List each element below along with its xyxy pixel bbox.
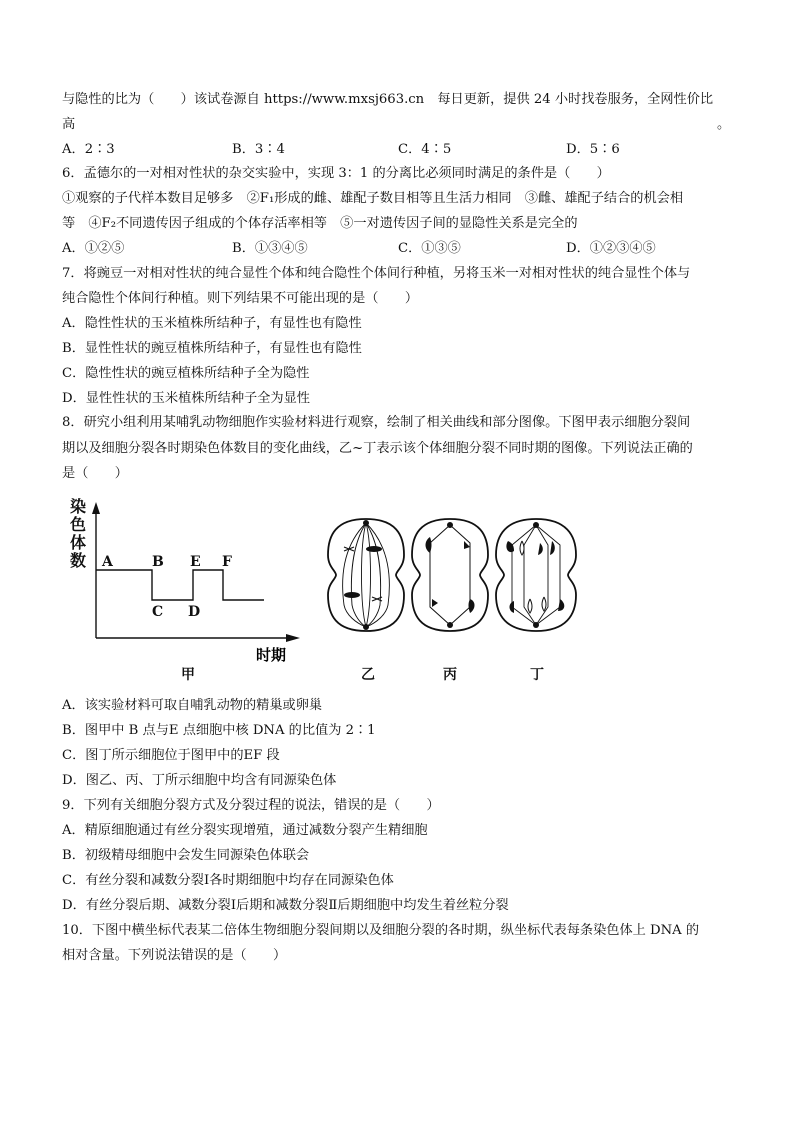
q9-option-d: D．有丝分裂后期、减数分裂Ⅰ后期和减数分裂Ⅱ后期细胞中均发生着丝粒分裂 [62,898,509,913]
q9-stem: 9．下列有关细胞分裂方式及分裂过程的说法，错误的是（ ） [62,798,440,813]
q7-option-d: D．显性性状的玉米植株所结种子全为显性 [62,391,310,406]
q6-condition-line1: ①观察的子代样本数目足够多 ②F₁形成的雌、雄配子数目相等且生活力相同 ③雌、雄配子结合的机会相 [62,191,684,206]
cell-ding-drawing [494,515,578,635]
q9-option-c: C．有丝分裂和减数分裂Ⅰ各时期细胞中均存在同源染色体 [62,873,394,888]
q6-option-c: C．①③⑤ [398,241,461,256]
point-a-label: A [102,554,113,570]
cell-bing-drawing [410,515,490,635]
q9-option-a: A．精原细胞通过有丝分裂实现增殖，通过减数分裂产生精细胞 [62,823,428,838]
q6-condition-line2: 等 ④F₂不同遗传因子组成的个体存活率相等 ⑤一对遗传因子间的显隐性关系是完全的 [62,216,578,231]
q7-option-a: A．隐性性状的玉米植株所结种子，有显性也有隐性 [62,316,362,331]
q8-option-d: D．图乙、丙、丁所示细胞中均含有同源染色体 [62,773,337,788]
caption-yi: 乙 [361,667,375,683]
q9-option-b: B．初级精母细胞中会发生同源染色体联会 [62,848,310,863]
ylabel-char-4: 数 [70,551,87,570]
q6-option-a: A．①②⑤ [62,241,125,256]
q5-stem-end: 。 [717,117,731,132]
ylabel-char-3: 体 [70,533,87,552]
q6-option-d: D．①②③④⑤ [566,241,656,256]
q7-stem-line1: 7．将豌豆一对相对性状的纯合显性个体和纯合隐性个体间行种植，另将玉米一对相对性状的纯合显性个体与 [62,266,691,281]
x-axis-label: 时期 [256,646,287,664]
q5-option-c: C．4∶5 [398,142,452,157]
q10-stem-line1: 10．下图中横坐标代表某二倍体生物细胞分裂间期以及细胞分裂的各时期，纵坐标代表每条染色体上 DNA 的 [62,923,700,938]
caption-ding: 丁 [530,667,544,683]
q5-option-d: D．5∶6 [566,142,620,157]
caption-bing: 丙 [443,667,457,683]
q10-stem-line2: 相对含量。下列说法错误的是（ ） [62,948,287,963]
point-e-label: E [190,554,201,570]
q8-stem-line1: 8．研究小组利用某哺乳动物细胞作实验材料进行观察，绘制了相关曲线和部分图像。下图甲表示细胞分裂间 [62,415,691,430]
q8-stem-line2: 期以及细胞分裂各时期染色体数目的变化曲线，乙~丁表示该个体细胞分裂不同时期的图像。下列说法正确的 [62,441,693,456]
q7-option-c: C．隐性性状的豌豆植株所结种子全为隐性 [62,366,310,381]
q5-stem-line1: 与隐性的比为（ ）该试卷源自 https://www.mxsj663.cn 每日更新，提供 24 小时找卷服务，全网性价比 [62,92,714,107]
point-f-label: F [222,554,232,570]
q8-option-b: B．图甲中 B 点与E 点细胞中核 DNA 的比值为 2∶1 [62,723,376,738]
chromosome-curve [96,570,264,600]
caption-jia: 甲 [181,667,195,683]
q8-option-a: A．该实验材料可取自哺乳动物的精巢或卵巢 [62,698,323,713]
cell-yi-drawing [326,515,406,635]
q5-stem-line2: 高 [62,117,76,132]
q8-stem-line3: 是（ ） [62,466,128,481]
ylabel-char-1: 染 [70,497,87,516]
q5-option-a: A．2∶3 [62,142,115,157]
y-axis-arrow [92,502,100,514]
point-b-label: B [152,554,164,570]
q6-option-b: B．①③④⑤ [232,241,308,256]
ylabel-char-2: 色 [70,515,87,534]
figure-jia-graph [60,490,310,665]
q5-option-b: B．3∶4 [232,142,285,157]
x-axis-arrow [286,634,300,642]
q8-option-c: C．图丁所示细胞位于图甲中的EF 段 [62,748,280,763]
point-d-label: D [188,604,201,620]
q7-option-b: B．显性性状的豌豆植株所结种子，有显性也有隐性 [62,341,362,356]
q6-stem: 6．孟德尔的一对相对性状的杂交实验中，实现 3：1 的分离比必须同时满足的条件是（ ） [62,166,610,181]
q7-stem-line2: 纯合隐性个体间行种植。则下列结果不可能出现的是（ ） [62,291,419,306]
point-c-label: C [152,604,164,620]
